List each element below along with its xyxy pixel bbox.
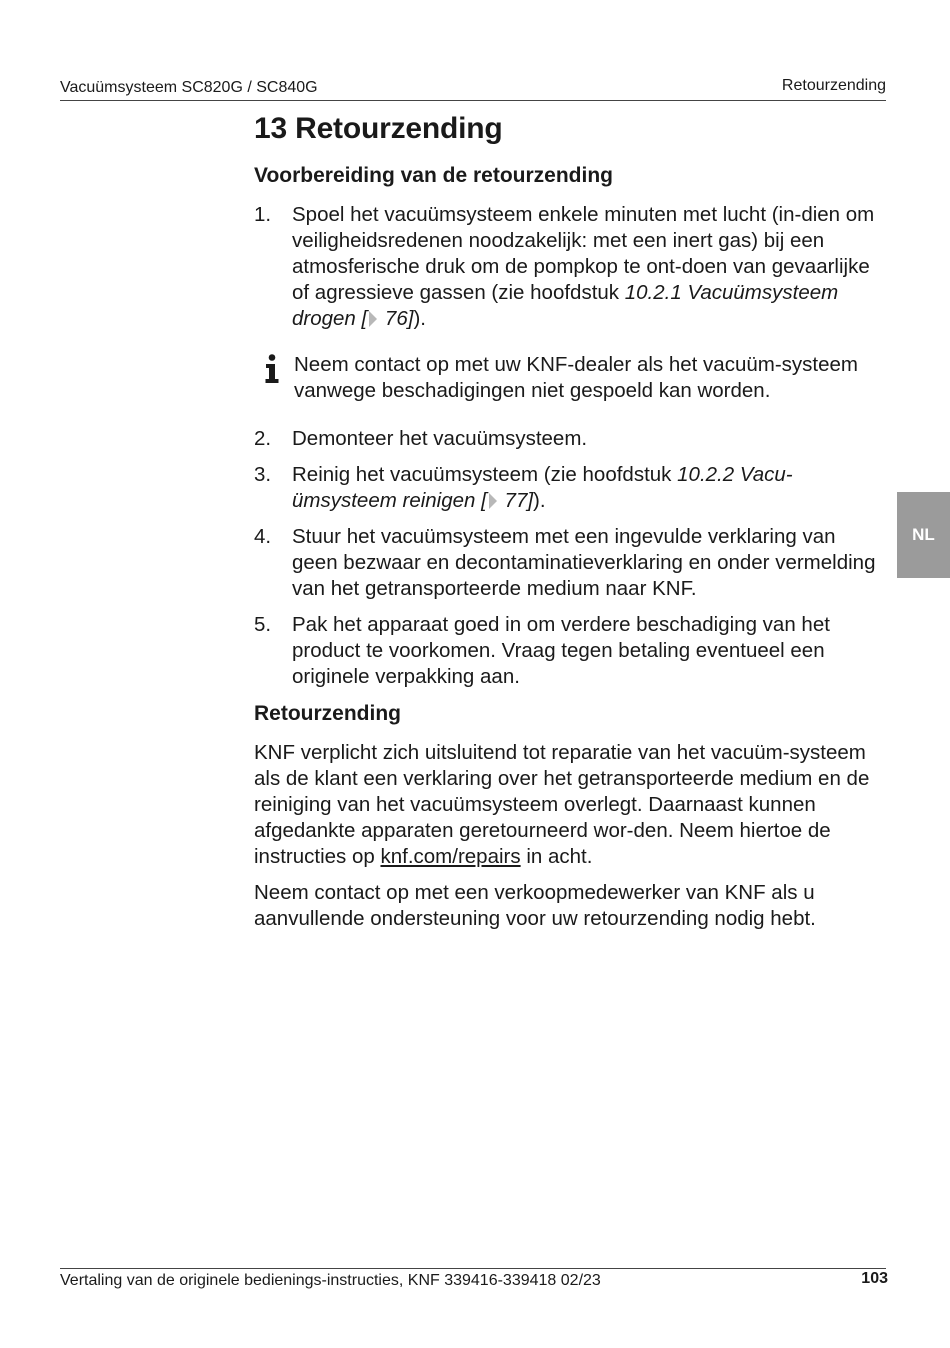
header-document-title: Vacuümsysteem SC820G / SC840G — [60, 79, 318, 96]
step-number: 4. — [254, 525, 272, 548]
return-heading: Retourzending — [254, 702, 401, 725]
step-text: Stuur het vacuümsysteem met een ingevulde verklaring van geen bezwaar en decontaminatieverklaring en onder vermelding van het getransporteerde medium naar KNF. — [292, 525, 876, 600]
step-5 — [254, 612, 880, 690]
info-note — [254, 352, 880, 404]
reference-title[interactable]: 10.2.2 Vacu-ümsysteem reinigen [ — [292, 463, 793, 512]
paragraph-text: KNF verplicht zich uitsluitend tot reparatie van het vacuüm-systeem als de klant een verklaring over het getransporteerde medium en de reiniging van het vacuümsysteem overlegt. Daarnaast kunnen afgedankte apparaten geretourneerd wor-den. Neem hiertoe de instructies op — [254, 741, 870, 868]
step-4 — [254, 524, 880, 602]
step-tail: ). — [413, 307, 426, 330]
prep-steps-continued — [254, 426, 880, 690]
header-section-title: Retourzending — [781, 77, 886, 94]
reference-page[interactable]: 76] — [379, 307, 414, 330]
step-text: Pak het apparaat goed in om verdere beschadiging van het product te voorkomen. Vraag tegen betaling eventueel een originele verpakking aan. — [292, 613, 830, 688]
footer-text: Vertaling van de originele bedienings-instructies, KNF 339416-339418 02/23 — [60, 1272, 601, 1289]
note-text: Neem contact op met uw KNF-dealer als het vacuüm-systeem vanwege beschadigingen niet gespoeld kan worden. — [294, 353, 858, 402]
footer-divider — [60, 1268, 886, 1269]
step-1 — [254, 202, 880, 332]
language-tab-nl: NL — [897, 492, 950, 578]
step-number: 2. — [254, 427, 272, 450]
step-text: Demonteer het vacuümsysteem. — [292, 427, 588, 450]
step-tail: ). — [533, 489, 546, 512]
header-divider — [60, 100, 886, 101]
step-number: 5. — [254, 613, 272, 636]
step-2 — [254, 426, 880, 452]
step-3 — [254, 462, 880, 514]
step-text: Reinig het vacuümsysteem (zie hoofdstuk — [292, 463, 678, 486]
chapter-title: 13 Retourzending — [254, 112, 503, 145]
repairs-link[interactable]: knf.com/repairs — [380, 845, 521, 868]
paragraph-tail: in acht. — [520, 845, 593, 868]
return-paragraph-2: Neem contact op met een verkoopmedewerker van KNF als u aanvullende ondersteuning voor uw retourzending nodig hebt. — [254, 881, 816, 930]
reference-page[interactable]: 77] — [498, 489, 534, 512]
page-arrow-icon — [369, 311, 377, 327]
prep-heading: Voorbereiding van de retourzending — [254, 164, 613, 187]
page-number: 103 — [861, 1270, 888, 1287]
info-icon — [260, 354, 284, 384]
page-arrow-icon — [489, 493, 497, 509]
prep-steps — [254, 202, 880, 332]
return-paragraph-1 — [254, 740, 880, 870]
reference-title[interactable]: 10.2.1 Vacuümsysteem drogen [ — [292, 281, 839, 330]
step-number: 1. — [254, 203, 272, 226]
step-text: Spoel het vacuümsysteem enkele minuten met lucht (in-dien om veiligheidsredenen noodzakelijk: met een inert gas) bij een atmosferische druk om de pompkop te ont-doen van gevaarlijke of agressieve gassen (zie hoofdstuk — [292, 203, 875, 304]
page-content — [254, 110, 880, 942]
step-number: 3. — [254, 463, 272, 486]
